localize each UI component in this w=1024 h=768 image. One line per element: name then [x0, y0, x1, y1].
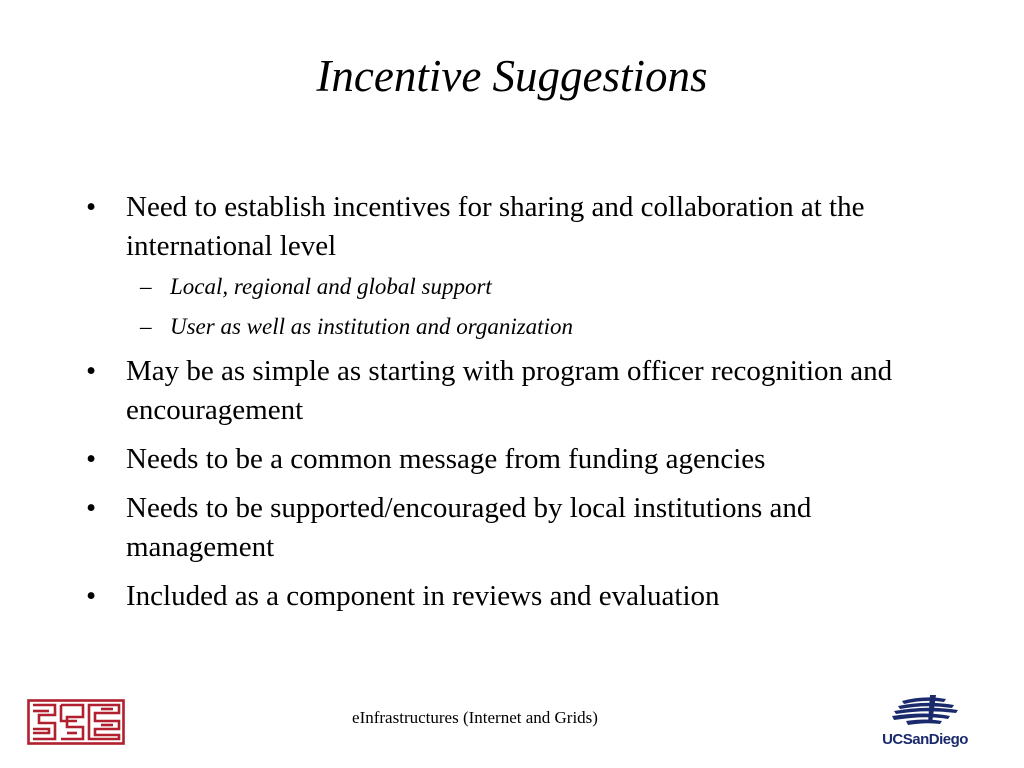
footer-text: eInfrastructures (Internet and Grids) [352, 708, 598, 727]
sub-bullet-text: Local, regional and global support [170, 274, 492, 299]
bullet-marker: • [86, 492, 97, 524]
bullet-text: Needs to be supported/encouraged by local institutions and management [126, 492, 812, 563]
bullet-text: May be as simple as starting with program officer recognition and encouragement [126, 355, 893, 426]
bullet-text: Need to establish incentives for sharing and collaboration at the international level [126, 191, 865, 262]
bullet-item [0, 577, 946, 616]
sub-bullet-item [0, 272, 1024, 302]
bullet-item [0, 440, 946, 479]
sub-bullet-marker: – [140, 314, 152, 339]
bullet-text: Included as a component in reviews and evaluation [126, 580, 720, 612]
sub-bullet-text: User as well as institution and organization [170, 314, 573, 339]
bullet-marker: • [86, 355, 97, 387]
slide-title: Incentive Suggestions [316, 51, 708, 101]
bullet-marker: • [86, 443, 97, 475]
bullet-marker: • [86, 191, 97, 223]
bullet-item [0, 188, 946, 266]
bullet-item [0, 352, 946, 430]
ucsd-logo [872, 693, 978, 753]
bullet-text: Needs to be a common message from funding agencies [126, 443, 766, 475]
bullet-list [0, 188, 1024, 626]
ucsd-wordmark: UCSanDiego [882, 731, 968, 748]
sub-bullet-item [0, 312, 1024, 342]
bullet-item [0, 489, 946, 567]
bullet-marker: • [86, 580, 97, 612]
sub-bullet-marker: – [140, 274, 152, 299]
ucsd-wave-logo-icon [872, 693, 978, 731]
